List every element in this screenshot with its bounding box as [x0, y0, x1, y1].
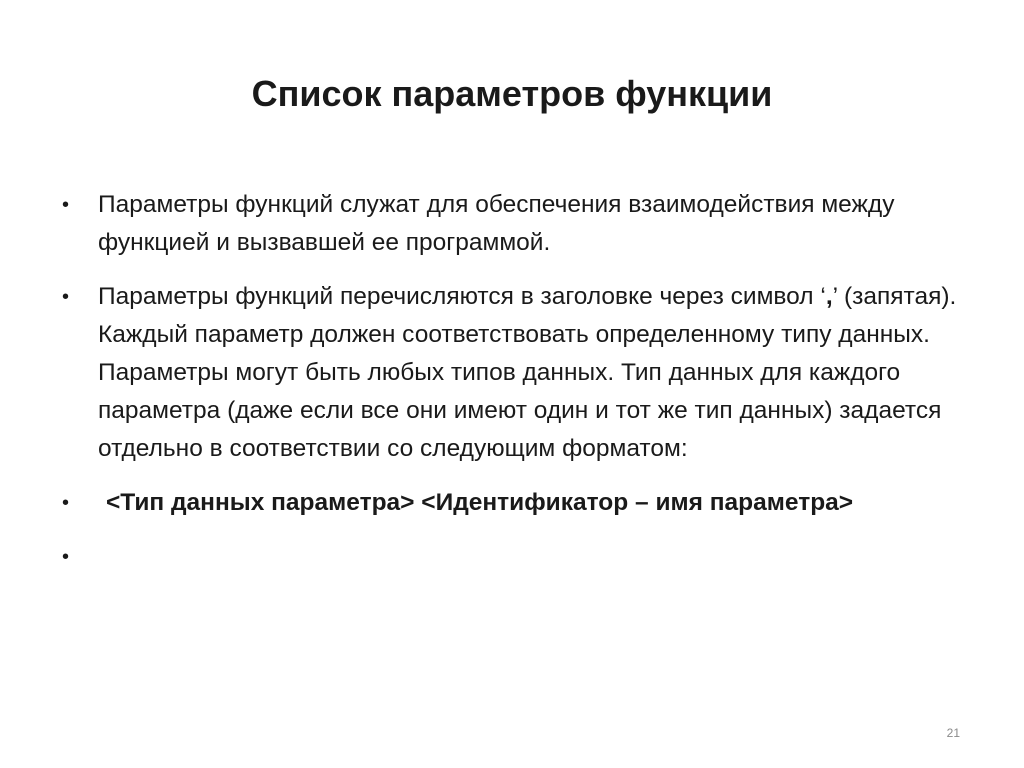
bullet-text — [98, 278, 962, 468]
format-text: <Тип данных параметра> <Идентификатор – имя параметра> — [106, 489, 854, 516]
page-number: 21 — [946, 726, 960, 740]
comma-symbol: , — [825, 283, 833, 310]
bullet-item-2 — [62, 278, 962, 468]
bullet-marker: • — [62, 546, 70, 568]
bullet-item-3 — [62, 484, 962, 522]
bullet-list — [62, 186, 962, 592]
bullet-text-part: Параметры функций перечисляются в заголовке через символ ‘ — [98, 283, 826, 310]
bullet-item-4 — [62, 538, 962, 576]
slide-title: Список параметров функции — [251, 73, 773, 114]
bullet-item-1 — [62, 186, 962, 262]
bullet-marker: • — [62, 286, 70, 308]
bullet-marker: • — [62, 492, 70, 514]
bullet-marker: • — [62, 194, 70, 216]
bullet-text: Параметры функций служат для обеспечения взаимодействия между функцией и вызвавшей ее программой. — [98, 191, 895, 256]
bullet-text-part: ’ (запятая). Каждый параметр должен соответствовать определенному типу данных. Параметры могут быть любых типов данных. Тип данных для каждого параметра (даже если все они имеют один и тот же тип данных) задается отдельно в соответствии со следующим форматом: — [98, 283, 957, 462]
